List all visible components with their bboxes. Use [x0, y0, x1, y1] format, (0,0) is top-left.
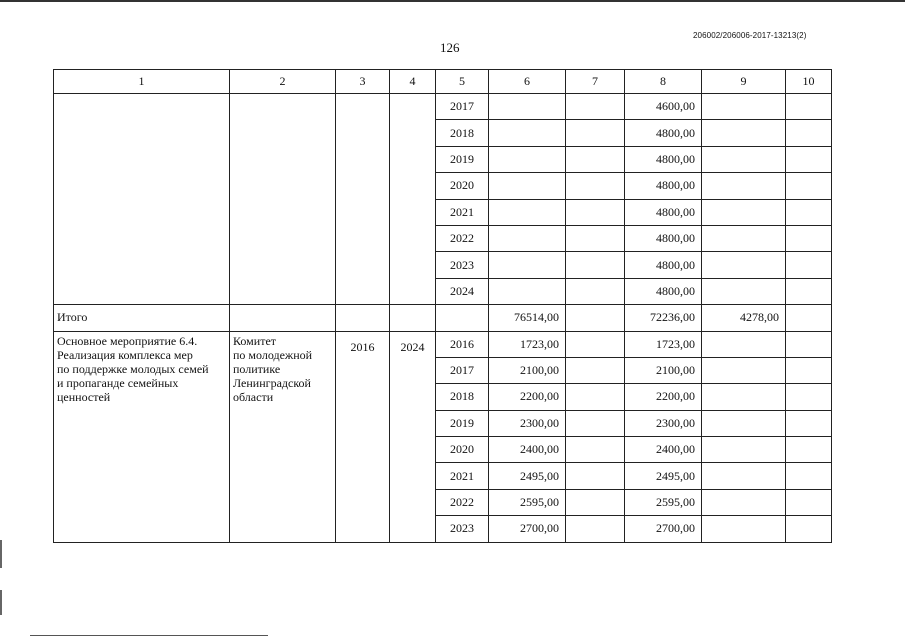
col10-cell: [786, 278, 832, 304]
end-year-cell: 2024: [390, 331, 436, 542]
col8-cell: 4800,00: [625, 278, 702, 304]
col9-cell: [702, 357, 786, 383]
col6-cell: [489, 225, 566, 251]
activity-cell-line: ценностей: [57, 389, 111, 404]
scan-margin-mark: [0, 590, 2, 615]
table-row: [54, 94, 832, 120]
activity-cell-line: Реализация комплекса мер: [57, 347, 193, 362]
activity-cell-line: Основное мероприятие 6.4.: [57, 333, 198, 348]
col10-cell: [786, 146, 832, 172]
column-header: 5: [436, 70, 489, 94]
column-header: 1: [54, 70, 230, 94]
column-header: 4: [390, 70, 436, 94]
year-cell: 2019: [436, 410, 489, 436]
col9-cell: [702, 463, 786, 489]
col9-cell: [702, 94, 786, 120]
total-col6: 76514,00: [489, 305, 566, 331]
budget-table: [53, 69, 832, 543]
col10-cell: [786, 357, 832, 383]
col10-cell: [786, 173, 832, 199]
column-header: 7: [566, 70, 625, 94]
total-row: [54, 305, 832, 331]
col6-cell: [489, 173, 566, 199]
column-header: 6: [489, 70, 566, 94]
col8-cell: 2495,00: [625, 463, 702, 489]
executor-cell-line: политике: [233, 361, 281, 376]
col9-cell: [702, 278, 786, 304]
executor-cell-line: Комитет: [233, 333, 277, 348]
col6-cell: 2700,00: [489, 516, 566, 542]
year-cell: 2020: [436, 173, 489, 199]
year-cell: 2018: [436, 120, 489, 146]
page-number: 126: [440, 40, 460, 55]
col7-cell: [566, 225, 625, 251]
year-cell: 2017: [436, 357, 489, 383]
col8-cell: 4800,00: [625, 199, 702, 225]
col7-cell: [566, 173, 625, 199]
empty-cell: [230, 305, 336, 331]
column-header-row: [54, 70, 832, 94]
year-cell: 2020: [436, 437, 489, 463]
executor-cell: [230, 94, 336, 305]
col9-cell: [702, 146, 786, 172]
col8-cell: 2400,00: [625, 437, 702, 463]
col9-cell: [702, 516, 786, 542]
col10-cell: [786, 516, 832, 542]
col8-cell: 4600,00: [625, 94, 702, 120]
col10-cell: [786, 410, 832, 436]
activity-cell: [54, 94, 230, 305]
activity-cell: [54, 331, 230, 542]
col7-cell: [566, 94, 625, 120]
col10-cell: [786, 94, 832, 120]
col10-cell: [786, 252, 832, 278]
document-id: 206002/206006-2017-13213(2): [693, 31, 807, 40]
col8-cell: 2700,00: [625, 516, 702, 542]
col7-cell: [566, 278, 625, 304]
col7-cell: [566, 384, 625, 410]
col9-cell: [702, 331, 786, 357]
col7-cell: [566, 357, 625, 383]
year-cell: 2022: [436, 225, 489, 251]
year-cell: 2021: [436, 463, 489, 489]
col8-cell: 4800,00: [625, 252, 702, 278]
year-cell: 2024: [436, 278, 489, 304]
col6-cell: [489, 94, 566, 120]
year-cell: 2018: [436, 384, 489, 410]
col7-cell: [566, 516, 625, 542]
column-header: 3: [336, 70, 390, 94]
col7-cell: [566, 489, 625, 515]
col8-cell: 2595,00: [625, 489, 702, 515]
col6-cell: 2300,00: [489, 410, 566, 436]
col10-cell: [786, 437, 832, 463]
column-header: 2: [230, 70, 336, 94]
top-scan-line: [0, 0, 905, 2]
col10-cell: [786, 305, 832, 331]
col8-cell: 4800,00: [625, 225, 702, 251]
total-label: Итого: [54, 305, 230, 331]
col9-cell: [702, 120, 786, 146]
col10-cell: [786, 225, 832, 251]
year-cell: 2017: [436, 94, 489, 120]
executor-cell-line: области: [233, 389, 274, 404]
start-year-cell: [336, 94, 390, 305]
table-body: [54, 70, 832, 543]
col8-cell: 1723,00: [625, 331, 702, 357]
col7-cell: [566, 199, 625, 225]
col9-cell: [702, 225, 786, 251]
col6-cell: 2595,00: [489, 489, 566, 515]
footnote-rule: [30, 635, 268, 636]
col9-cell: [702, 252, 786, 278]
col6-cell: [489, 252, 566, 278]
col9-cell: [702, 437, 786, 463]
col9-cell: [702, 410, 786, 436]
col10-cell: [786, 463, 832, 489]
executor-cell: [230, 331, 336, 542]
year-cell: 2019: [436, 146, 489, 172]
activity-cell-line: по поддержке молодых семей: [57, 361, 209, 376]
col8-cell: 4800,00: [625, 146, 702, 172]
column-header: 10: [786, 70, 832, 94]
col7-cell: [566, 146, 625, 172]
end-year-cell: [390, 94, 436, 305]
table-row: [54, 331, 832, 357]
col6-cell: [489, 120, 566, 146]
col8-cell: 2300,00: [625, 410, 702, 436]
executor-cell-line: по молодежной: [233, 347, 313, 362]
start-year-cell: 2016: [336, 331, 390, 542]
col10-cell: [786, 384, 832, 410]
col7-cell: [566, 437, 625, 463]
col6-cell: [489, 199, 566, 225]
col7-cell: [566, 331, 625, 357]
empty-cell: [336, 305, 390, 331]
col10-cell: [786, 199, 832, 225]
total-col8: 72236,00: [625, 305, 702, 331]
year-cell: 2023: [436, 516, 489, 542]
col7-cell: [566, 463, 625, 489]
col8-cell: 4800,00: [625, 173, 702, 199]
year-cell: 2023: [436, 252, 489, 278]
col6-cell: 2400,00: [489, 437, 566, 463]
col8-cell: 2200,00: [625, 384, 702, 410]
total-col9: 4278,00: [702, 305, 786, 331]
col10-cell: [786, 331, 832, 357]
col7-cell: [566, 120, 625, 146]
col6-cell: 1723,00: [489, 331, 566, 357]
activity-cell-line: и пропаганде семейных: [57, 375, 179, 390]
col6-cell: 2495,00: [489, 463, 566, 489]
col6-cell: [489, 278, 566, 304]
col7-cell: [566, 252, 625, 278]
col9-cell: [702, 384, 786, 410]
col9-cell: [702, 199, 786, 225]
col8-cell: 4800,00: [625, 120, 702, 146]
year-cell: 2022: [436, 489, 489, 515]
col9-cell: [702, 489, 786, 515]
col6-cell: [489, 146, 566, 172]
column-header: 9: [702, 70, 786, 94]
col10-cell: [786, 489, 832, 515]
col6-cell: 2100,00: [489, 357, 566, 383]
col7-cell: [566, 305, 625, 331]
year-cell: 2016: [436, 331, 489, 357]
col6-cell: 2200,00: [489, 384, 566, 410]
col8-cell: 2100,00: [625, 357, 702, 383]
executor-cell-line: Ленинградской: [233, 375, 311, 390]
col7-cell: [566, 410, 625, 436]
scan-margin-mark: [0, 540, 2, 568]
col10-cell: [786, 120, 832, 146]
column-header: 8: [625, 70, 702, 94]
empty-cell: [436, 305, 489, 331]
col9-cell: [702, 173, 786, 199]
empty-cell: [390, 305, 436, 331]
year-cell: 2021: [436, 199, 489, 225]
